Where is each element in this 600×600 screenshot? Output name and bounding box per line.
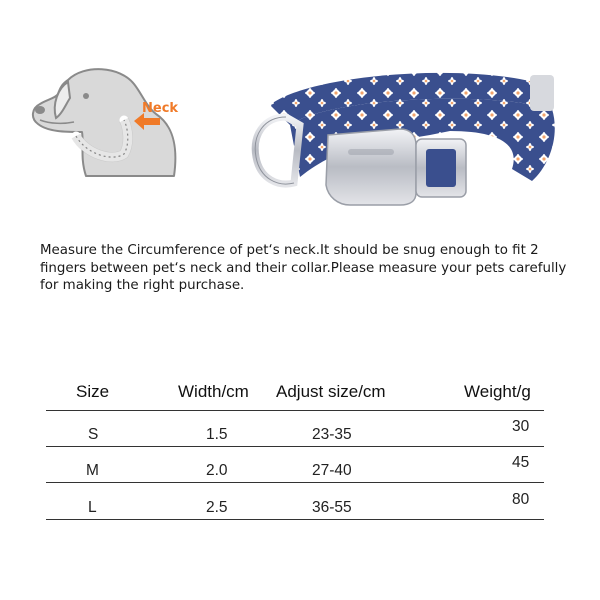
cell-weight: 30 <box>512 418 530 435</box>
cell-adjust-size: 27-40 <box>312 462 352 479</box>
header-width: Width/cm <box>178 382 249 401</box>
size-table <box>46 378 544 523</box>
collar-photo <box>250 65 570 215</box>
table-divider <box>46 410 544 411</box>
header-weight: Weight/g <box>464 382 531 401</box>
header-adjust-size: Adjust size/cm <box>276 382 386 401</box>
cell-size: M <box>86 462 99 479</box>
cell-weight: 80 <box>512 491 530 508</box>
dog-neck-illustration <box>28 58 208 198</box>
table-divider <box>46 519 544 520</box>
header-size: Size <box>76 382 110 401</box>
table-divider <box>46 446 544 447</box>
cell-weight: 45 <box>512 454 530 471</box>
cell-width: 1.5 <box>206 426 228 443</box>
cell-width: 2.5 <box>206 499 228 516</box>
neck-label: Neck <box>142 101 179 116</box>
cell-width: 2.0 <box>206 462 228 479</box>
buckle-icon <box>326 129 466 205</box>
cell-adjust-size: 23-35 <box>312 426 352 443</box>
table-divider <box>46 482 544 483</box>
cell-size: S <box>88 426 99 443</box>
cell-size: L <box>88 499 97 516</box>
cell-adjust-size: 36-55 <box>312 499 352 516</box>
measurement-instructions: Measure the Circumference of pet‘s neck.It should be snug enough to fit 2 fingers between pet‘s neck and their collar.Please measure your pets carefully for making the right purchase. <box>40 243 567 293</box>
